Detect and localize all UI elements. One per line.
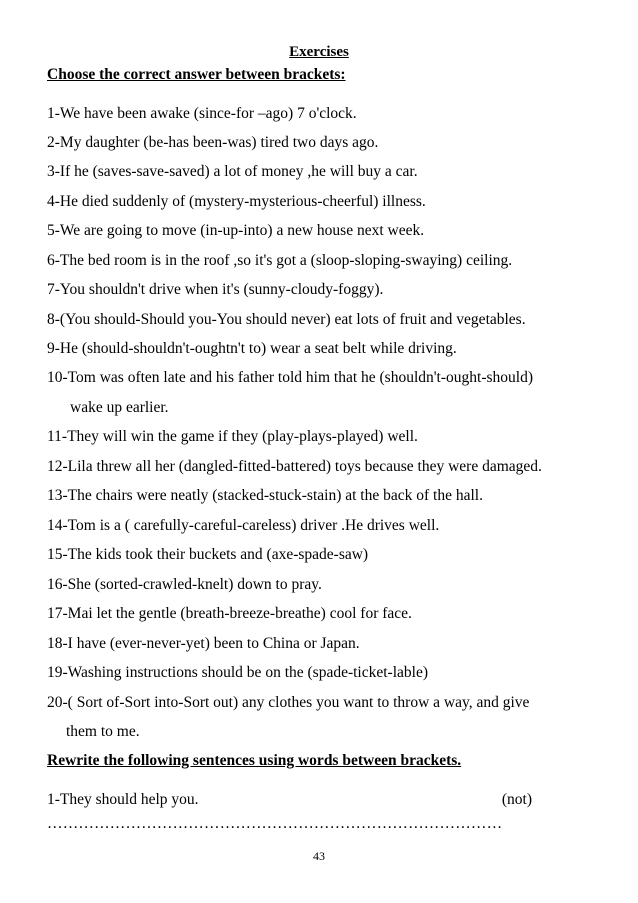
exercise-line-5: 5-We are going to move (in-up-into) a new house next week. [47,222,425,239]
exercise-line-10-continued: wake up earlier. [70,399,169,416]
rewrite-item-1-hint: (not) [501,791,532,808]
exercise-line-17: 17-Mai let the gentle (breath-breeze-breathe) cool for face. [47,605,412,622]
exercise-line-13: 13-The chairs were neatly (stacked-stuck-stain) at the back of the hall. [47,487,483,504]
exercise-line-9: 9-He (should-shouldn't-oughtn't to) wear a seat belt while driving. [47,340,457,357]
exercise-line-7: 7-You shouldn't drive when it's (sunny-cloudy-foggy). [47,281,384,298]
exercise-line-2: 2-My daughter (be-has been-was) tired two days ago. [47,134,379,151]
exercise-line-3: 3-If he (saves-save-saved) a lot of money ,he will buy a car. [47,163,418,180]
page-title: Exercises [289,44,349,60]
exercise-line-15: 15-The kids took their buckets and (axe-spade-saw) [47,546,369,563]
rewrite-item-1 [47,791,532,809]
exercise-line-10: 10-Tom was often late and his father told him that he (shouldn't-ought-should) [47,369,533,386]
exercise-line-18: 18-I have (ever-never-yet) been to China or Japan. [47,635,360,652]
rewrite-item-1-text: 1-They should help you. [47,791,199,808]
page-number: 43 [313,849,325,863]
exercise-line-16: 16-She (sorted-crawled-knelt) down to pray. [47,576,322,593]
exercise-line-1: 1-We have been awake (since-for –ago) 7 o'clock. [47,105,357,122]
exercise-line-6: 6-The bed room is in the roof ,so it's got a (sloop-sloping-swaying) ceiling. [47,252,513,269]
exercise-line-20-continued: them to me. [66,723,140,740]
exercise-line-11: 11-They will win the game if they (play-plays-played) well. [47,428,418,445]
section2-heading: Rewrite the following sentences using words between brackets. [47,752,462,769]
exercise-line-14: 14-Tom is a ( carefully-careful-careless) driver .He drives well. [47,517,440,534]
exercise-line-8: 8-(You should-Should you-You should never) eat lots of fruit and vegetables. [47,311,526,328]
exercise-line-12: 12-Lila threw all her (dangled-fitted-battered) toys because they were damaged. [47,458,542,475]
exercise-line-19: 19-Washing instructions should be on the (spade-ticket-lable) [47,664,428,681]
exercise-line-20: 20-( Sort of-Sort into-Sort out) any clothes you want to throw a way, and give [47,694,530,711]
section1-heading: Choose the correct answer between brackets: [47,66,346,83]
exercise-line-4: 4-He died suddenly of (mystery-mysterious-cheerful) illness. [47,193,426,210]
rewrite-item-1-answer-line: …………………………………………………………………………… [47,815,503,832]
